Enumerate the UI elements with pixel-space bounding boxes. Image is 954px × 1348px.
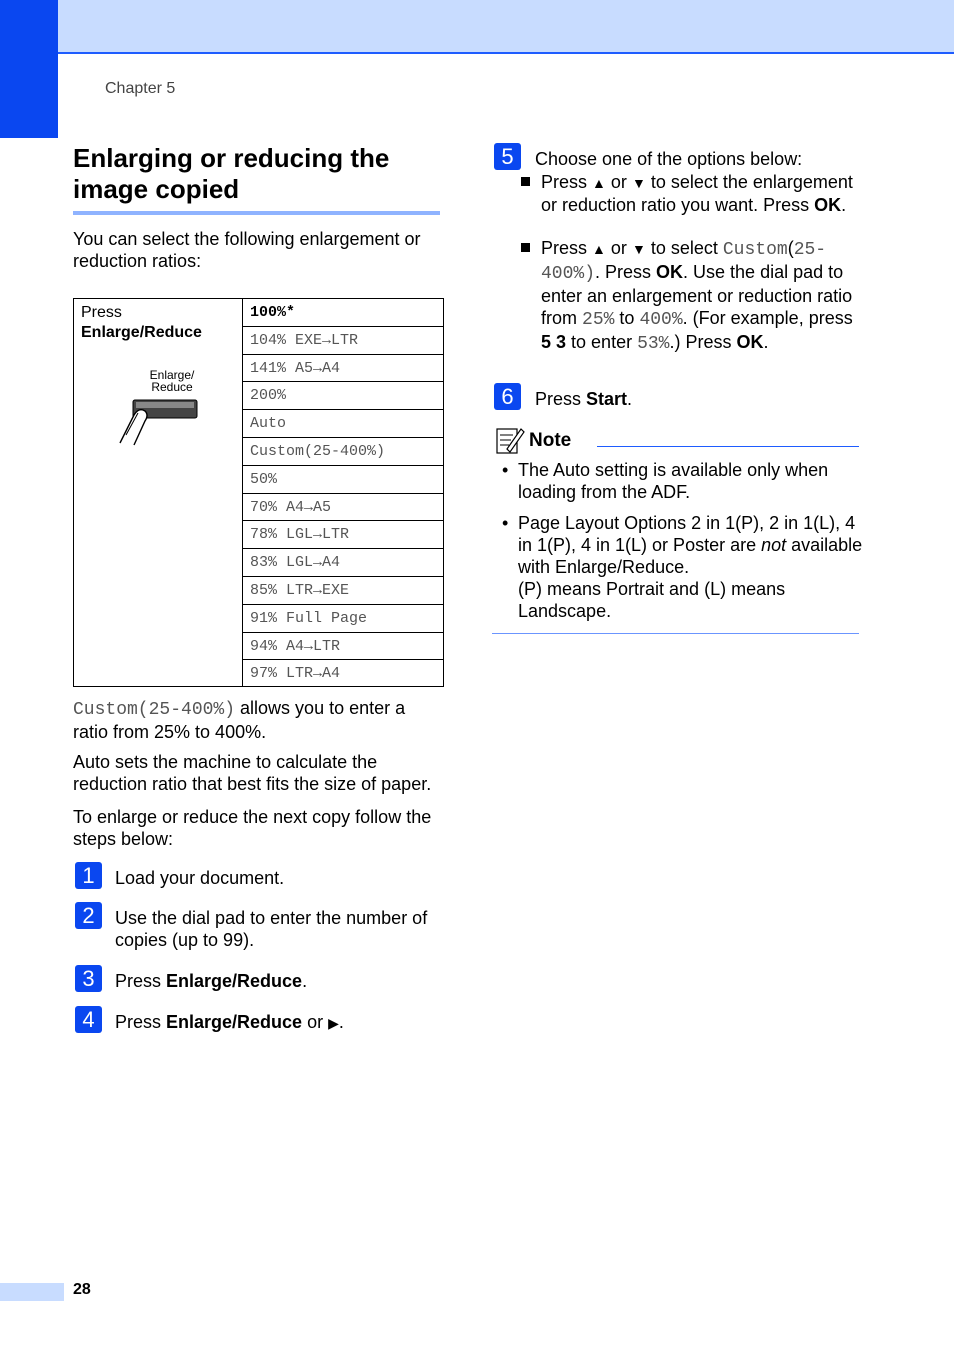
default-mark: * (286, 304, 296, 321)
option-b-to: to (614, 308, 640, 328)
option-b-press2: . Press (595, 262, 657, 282)
step-5-text: Choose one of the options below: (535, 149, 803, 169)
chapter-label: Chapter 5 (105, 80, 176, 97)
step-6-key: Start (586, 389, 628, 409)
ratio-option: Auto (243, 410, 443, 438)
note-header (495, 425, 859, 455)
note-label: Note (529, 430, 572, 451)
down-arrow-icon: ▼ (631, 175, 646, 191)
step-6-post: . (627, 389, 633, 409)
step-3-post: . (302, 971, 308, 991)
header-band (58, 0, 954, 54)
note-bullet: • (502, 513, 509, 533)
option-a-press: Press (541, 172, 588, 192)
step-5-badge: 5 (494, 143, 521, 170)
option-b-ok: OK (656, 262, 684, 282)
enlarge-reduce-key-illustration (112, 369, 212, 459)
option-a-ok: OK (814, 195, 842, 215)
ratio-option: 94% A4→LTR (243, 633, 443, 661)
option-b-to-enter: to enter (566, 332, 638, 352)
option-b-end: . (763, 332, 769, 352)
ratio-option: 70% A4→A5 (243, 494, 443, 522)
down-arrow-icon: ▼ (631, 241, 646, 257)
step-4-post: . (338, 1012, 344, 1032)
note-bullet: • (502, 460, 509, 480)
press-instruction (81, 303, 202, 343)
ratio-option: Custom(25-400%) (243, 438, 443, 466)
option-b-code-custom: Custom (722, 240, 788, 260)
ratio-table (73, 298, 444, 687)
option-a (541, 171, 861, 216)
note-item-2-post: available with Enlarge/Reduce. (518, 535, 863, 577)
page-number: 28 (73, 1281, 91, 1298)
ratio-option: 104% EXE→LTR (243, 327, 443, 355)
option-b-ok2: OK (736, 332, 764, 352)
option-b-code-53: 53% (637, 334, 670, 354)
ratio-option: 91% Full Page (243, 605, 443, 633)
step-6-text (535, 388, 865, 410)
step-3-key: Enlarge/Reduce (166, 971, 303, 991)
option-b-keys: 5 3 (541, 332, 567, 352)
custom-paragraph (73, 697, 445, 743)
ratio-option: 85% LTR→EXE (243, 577, 443, 605)
square-bullet-icon (521, 177, 530, 186)
note-item-2 (502, 512, 863, 622)
option-a-rest: to select the enlargement or reduction ratio you want. Press (541, 172, 853, 215)
step-1-text: Load your document. (115, 868, 285, 888)
option-b-code-400: 400% (639, 310, 683, 330)
ratio-option: 78% LGL→LTR (243, 521, 443, 549)
key-label-line2: Reduce (151, 380, 193, 394)
note-item-1 (502, 459, 863, 503)
note-pencil-icon (495, 425, 525, 455)
chapter-tab (0, 0, 58, 138)
step-4-mid: or (302, 1012, 329, 1032)
custom-code: Custom(25-400%) (73, 700, 236, 720)
note-item-2-em: not (761, 535, 787, 555)
option-b-or: or (610, 238, 627, 258)
option-b-press: Press (541, 238, 588, 258)
ratio-option: 141% A5→A4 (243, 355, 443, 383)
up-arrow-icon: ▲ (592, 241, 606, 257)
ratio-default-value: 100% (250, 304, 287, 321)
note-bottom-rule (492, 633, 859, 634)
option-b-paren: ( (787, 238, 794, 258)
option-a-end: . (841, 195, 847, 215)
step-3-text (115, 970, 445, 992)
step-4-text (115, 1011, 445, 1034)
option-b-close: .) Press (669, 332, 737, 352)
step-3-badge: 3 (75, 965, 102, 992)
option-b-code-25: 25% (582, 310, 615, 330)
step-4-pre: Press (115, 1012, 167, 1032)
right-arrow-icon: ▶ (328, 1015, 339, 1031)
option-a-or: or (610, 172, 627, 192)
step-4-key: Enlarge/Reduce (166, 1012, 303, 1032)
footer-tab (0, 1283, 64, 1301)
ratio-option: 50% (243, 466, 443, 494)
step-2-badge: 2 (75, 902, 102, 929)
steps-intro: To enlarge or reduce the next copy follow the steps below: (73, 807, 432, 849)
step-1-badge: 1 (75, 862, 102, 889)
press-cell (74, 299, 243, 686)
option-b-to-select: to select (650, 238, 718, 258)
note-item-1-text: The Auto setting is available only when loading from the ADF. (518, 460, 829, 502)
square-bullet-icon (521, 243, 530, 252)
option-b (541, 237, 861, 355)
step-6-badge: 6 (494, 383, 521, 410)
up-arrow-icon: ▲ (592, 175, 606, 191)
option-b-code-range: 25-400%) (541, 240, 827, 284)
finger-press-icon (112, 369, 212, 459)
auto-paragraph: Auto sets the machine to calculate the reduction ratio that best fits the size of paper. (73, 752, 432, 794)
ratio-list (243, 299, 443, 688)
key-label-line1: Enlarge/ (149, 368, 195, 382)
press-prefix: Press (81, 304, 122, 321)
ratio-option: 97% LTR→A4 (250, 665, 341, 683)
note-item-2-pre: Page Layout Options 2 in 1(P), 2 in 1(L), 4 in 1(P), 4 in 1(L) or Poster are (518, 513, 856, 555)
ratio-option: 200% (243, 382, 443, 410)
section-title: Enlarging or reducing the image copied (73, 143, 440, 215)
step-4-badge: 4 (75, 1006, 102, 1033)
note-rule (597, 446, 859, 447)
custom-rest: allows you to enter a ratio from 25% to 400%. (73, 698, 406, 742)
ratio-option: 83% LGL→A4 (243, 549, 443, 577)
step-6-pre: Press (535, 389, 587, 409)
step-3-pre: Press (115, 971, 167, 991)
option-b-rest: . Use the dial pad to enter an enlargement or reduction ratio from (541, 262, 853, 328)
note-item-2-line2: (P) means Portrait and (L) means Landscape. (518, 579, 786, 621)
press-key: Enlarge/Reduce (81, 324, 202, 341)
step-2-text: Use the dial pad to enter the number of copies (up to 99). (115, 908, 428, 950)
option-b-example: . (For example, press (682, 308, 853, 328)
intro-paragraph: You can select the following enlargement or reduction ratios: (73, 229, 421, 271)
ratio-option-default (243, 299, 443, 327)
